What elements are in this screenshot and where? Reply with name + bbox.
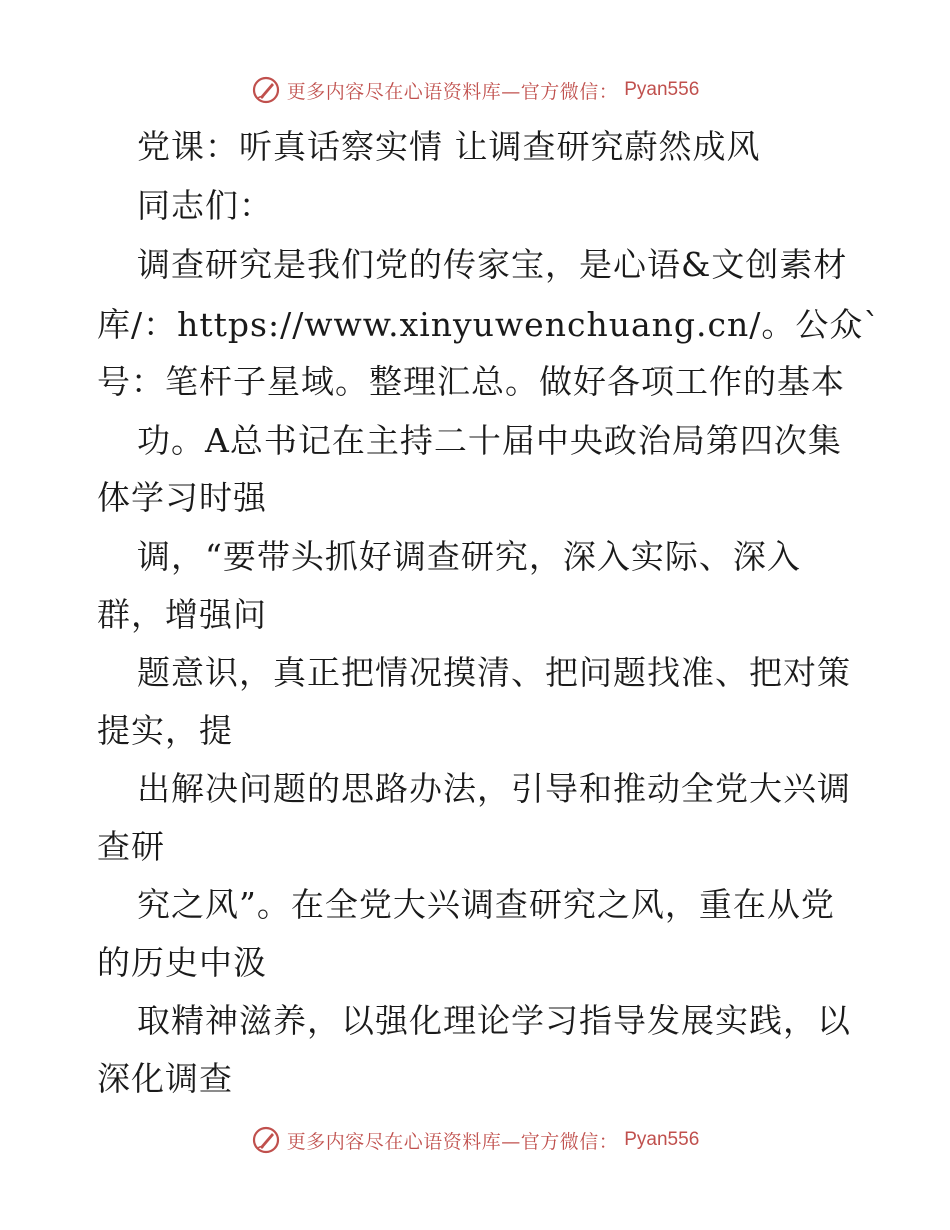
- header-banner: [0, 70, 950, 110]
- banner-text: 更多内容尽在心语资料库—官方微信：: [286, 1130, 619, 1153]
- paragraph-line: 调，“要带头抓好调查研究，深入实际、深入: [137, 537, 801, 576]
- quill-pen-icon: [251, 1125, 281, 1155]
- paragraph-line: 体学习时强: [97, 478, 267, 517]
- paragraph-line: 群，增强问: [97, 595, 267, 634]
- paragraph-line: 库/：https://www.xinyuwenchuang.cn/。公众`: [97, 305, 881, 344]
- banner-text: 更多内容尽在心语资料库—官方微信：: [286, 80, 619, 103]
- paragraph-line: 深化调查: [97, 1059, 233, 1098]
- paragraph-line: 取精神滋养，以强化理论学习指导发展实践，以: [137, 1001, 851, 1040]
- paragraph-line: 调查研究是我们党的传家宝，是心语&文创素材: [137, 245, 848, 284]
- footer-banner: [0, 1120, 950, 1160]
- document-title: 党课：听真话察实情 让调查研究蔚然成风: [137, 127, 761, 166]
- paragraph-line: 出解决问题的思路办法，引导和推动全党大兴调: [137, 769, 851, 808]
- paragraph-line: 功。A总书记在主持二十届中央政治局第四次集: [137, 421, 842, 460]
- salutation: 同志们：: [137, 186, 273, 225]
- wechat-id: Pyan556: [624, 1129, 700, 1150]
- paragraph-line: 查研: [97, 827, 165, 866]
- paragraph-line: 究之风”。在全党大兴调查研究之风，重在从党: [137, 885, 835, 924]
- paragraph-line: 题意识，真正把情况摸清、把问题找准、把对策: [137, 653, 851, 692]
- paragraph-line: 号：笔杆子星域。整理汇总。做好各项工作的基本: [97, 362, 845, 401]
- quill-pen-icon: [251, 75, 281, 105]
- paragraph-line: 提实，提: [97, 711, 233, 750]
- wechat-id: Pyan556: [624, 79, 700, 100]
- paragraph-line: 的历史中汲: [97, 943, 267, 982]
